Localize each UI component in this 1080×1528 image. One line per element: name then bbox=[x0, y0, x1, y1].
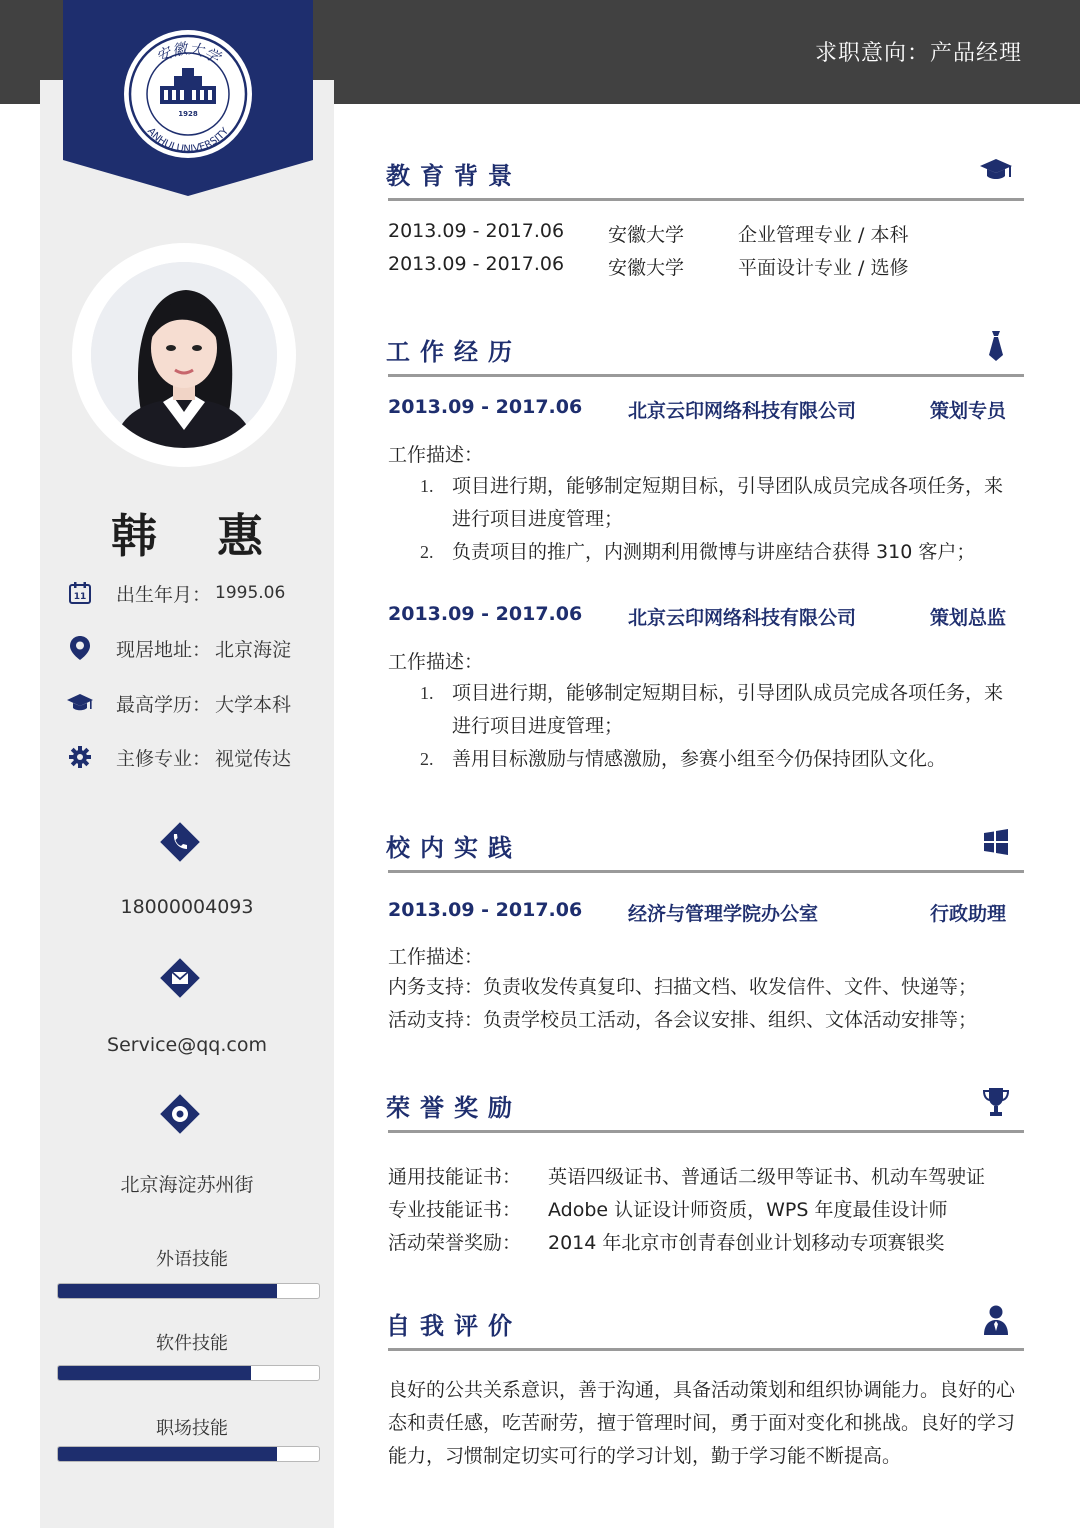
self-eval-title: 自我评价 bbox=[386, 1312, 522, 1340]
info-degree bbox=[66, 688, 291, 718]
item-text: 项目进行期，能够制定短期目标，引导团队成员完成各项任务，来进行项目进度管理； bbox=[452, 682, 1004, 737]
skill-label-workplace: 职场技能 bbox=[156, 1418, 228, 1439]
list-item bbox=[420, 536, 1020, 569]
campus-desc-label: 工作描述： bbox=[388, 946, 484, 968]
logo-year: 1928 bbox=[178, 110, 198, 118]
birth-label: 出生年月： bbox=[116, 583, 212, 606]
profile-photo bbox=[91, 262, 277, 448]
job-header bbox=[388, 396, 1024, 424]
work-section bbox=[386, 328, 1024, 778]
campus-line: 内务支持：负责收发传真复印、扫描文档、收发信件、文件、快递等； bbox=[388, 976, 978, 998]
campus-title: 校内实践 bbox=[386, 834, 522, 862]
edu-school: 安徽大学 bbox=[608, 224, 685, 246]
location-pin-icon bbox=[66, 634, 94, 662]
job-company: 北京云印网络科技有限公司 bbox=[628, 607, 857, 629]
skill-fill-workplace bbox=[58, 1447, 277, 1461]
item-number: 1. bbox=[420, 476, 434, 496]
job-company: 北京云印网络科技有限公司 bbox=[628, 400, 857, 422]
address-label: 现居地址： bbox=[116, 638, 212, 661]
edu-major: 平面设计专业 / 选修 bbox=[738, 257, 909, 279]
email-address: Service@qq.com bbox=[107, 1034, 267, 1056]
trophy-icon bbox=[978, 1084, 1014, 1120]
job-desc-label: 工作描述： bbox=[388, 651, 484, 673]
self-eval-text: 良好的公共关系意识，善于沟通，具备活动策划和组织协调能力。良好的心态和责任感，吃苦耐劳，擅于管理时间，勇于面对变化和挑战。良好的学习能力，习惯制定切实可行的学习计划，勤于学习能不断提高。 bbox=[388, 1379, 1016, 1467]
self-eval-divider bbox=[388, 1348, 1024, 1351]
job-role: 策划专员 bbox=[929, 400, 1006, 422]
skill-fill-software bbox=[58, 1366, 251, 1380]
logo-english-text: ANHUI UNIVERSITY bbox=[144, 126, 232, 156]
info-address bbox=[66, 633, 291, 663]
job-role: 策划总监 bbox=[929, 607, 1006, 629]
address-value: 北京海淀 bbox=[215, 638, 292, 661]
work-title: 工作经历 bbox=[386, 338, 522, 366]
campus-section bbox=[386, 824, 1024, 1044]
list-item bbox=[420, 470, 1020, 536]
education-section bbox=[386, 152, 1024, 292]
honors-section bbox=[386, 1084, 1024, 1264]
university-logo bbox=[122, 28, 254, 160]
campus-org: 经济与管理学院办公室 bbox=[628, 903, 819, 925]
item-number: 2. bbox=[420, 542, 434, 562]
home-address: 北京海淀苏州街 bbox=[120, 1174, 254, 1196]
skill-bar-software bbox=[57, 1365, 320, 1381]
campus-period: 2013.09 - 2017.06 bbox=[388, 899, 583, 921]
skill-label-software: 软件技能 bbox=[156, 1333, 228, 1354]
edu-period: 2013.09 - 2017.06 bbox=[388, 220, 565, 242]
degree-value: 大学本科 bbox=[215, 693, 292, 716]
honors-divider bbox=[388, 1130, 1024, 1133]
birth-value: 1995.06 bbox=[215, 583, 286, 603]
major-value: 视觉传达 bbox=[215, 747, 292, 770]
graduation-cap-icon bbox=[66, 689, 94, 717]
skill-bar-workplace bbox=[57, 1446, 320, 1462]
item-number: 1. bbox=[420, 683, 434, 703]
list-item bbox=[420, 677, 1020, 743]
svg-text:11: 11 bbox=[73, 592, 87, 602]
campus-divider bbox=[388, 870, 1024, 873]
honor-key: 活动荣誉奖励： bbox=[388, 1232, 522, 1254]
skill-fill-language bbox=[58, 1284, 277, 1298]
item-text: 项目进行期，能够制定短期目标，引导团队成员完成各项任务，来进行项目进度管理； bbox=[452, 475, 1004, 530]
education-row bbox=[388, 220, 908, 247]
edu-period: 2013.09 - 2017.06 bbox=[388, 253, 565, 275]
person-icon bbox=[978, 1302, 1014, 1338]
email-icon bbox=[156, 954, 204, 1002]
phone-icon bbox=[156, 818, 204, 866]
list-item bbox=[420, 743, 1020, 776]
gear-icon bbox=[66, 743, 94, 771]
honor-value: Adobe 认证设计师资质，WPS 年度最佳设计师 bbox=[548, 1199, 948, 1221]
item-number: 2. bbox=[420, 749, 434, 769]
education-divider bbox=[388, 198, 1024, 201]
work-divider bbox=[388, 374, 1024, 377]
edu-major: 企业管理专业 / 本科 bbox=[738, 224, 909, 246]
item-text: 善用目标激励与情感激励，参赛小组至今仍保持团队文化。 bbox=[452, 748, 947, 770]
campus-role: 行政助理 bbox=[929, 903, 1006, 925]
education-title: 教育背景 bbox=[386, 162, 522, 190]
degree-label: 最高学历： bbox=[116, 693, 212, 716]
info-major bbox=[66, 742, 291, 772]
info-birth bbox=[66, 578, 285, 608]
phone-number: 18000004093 bbox=[120, 896, 254, 918]
person-name: 韩 惠 bbox=[110, 509, 285, 563]
job-period: 2013.09 - 2017.06 bbox=[388, 603, 583, 625]
honors-title: 荣誉奖励 bbox=[386, 1094, 522, 1122]
campus-header bbox=[388, 899, 1024, 927]
job-period: 2013.09 - 2017.06 bbox=[388, 396, 583, 418]
job-desc-label: 工作描述： bbox=[388, 444, 484, 466]
job-intent: 求职意向：产品经理 bbox=[814, 41, 1022, 66]
honor-key: 专业技能证书： bbox=[388, 1199, 522, 1221]
location-icon bbox=[156, 1090, 204, 1138]
calendar-icon bbox=[66, 579, 94, 607]
graduation-cap-icon bbox=[978, 152, 1014, 188]
honor-value: 2014 年北京市创青春创业计划移动专项赛银奖 bbox=[548, 1232, 945, 1254]
windows-icon bbox=[978, 824, 1014, 860]
honor-value: 英语四级证书、普通话二级甲等证书、机动车驾驶证 bbox=[548, 1166, 986, 1188]
logo-chinese-text: 安徽大学 bbox=[153, 39, 223, 67]
necktie-icon bbox=[978, 328, 1014, 364]
education-row bbox=[388, 253, 908, 280]
self-eval-section bbox=[386, 1302, 1024, 1482]
job-header bbox=[388, 603, 1024, 631]
skill-label-language: 外语技能 bbox=[156, 1249, 228, 1270]
major-label: 主修专业： bbox=[116, 747, 212, 770]
campus-line: 活动支持：负责学校员工活动，各会议安排、组织、文体活动安排等； bbox=[388, 1009, 978, 1031]
honor-key: 通用技能证书： bbox=[388, 1166, 522, 1188]
skill-bar-language bbox=[57, 1283, 320, 1299]
item-text: 负责项目的推广，内测期利用微博与讲座结合获得 310 客户； bbox=[452, 541, 976, 563]
edu-school: 安徽大学 bbox=[608, 257, 685, 279]
